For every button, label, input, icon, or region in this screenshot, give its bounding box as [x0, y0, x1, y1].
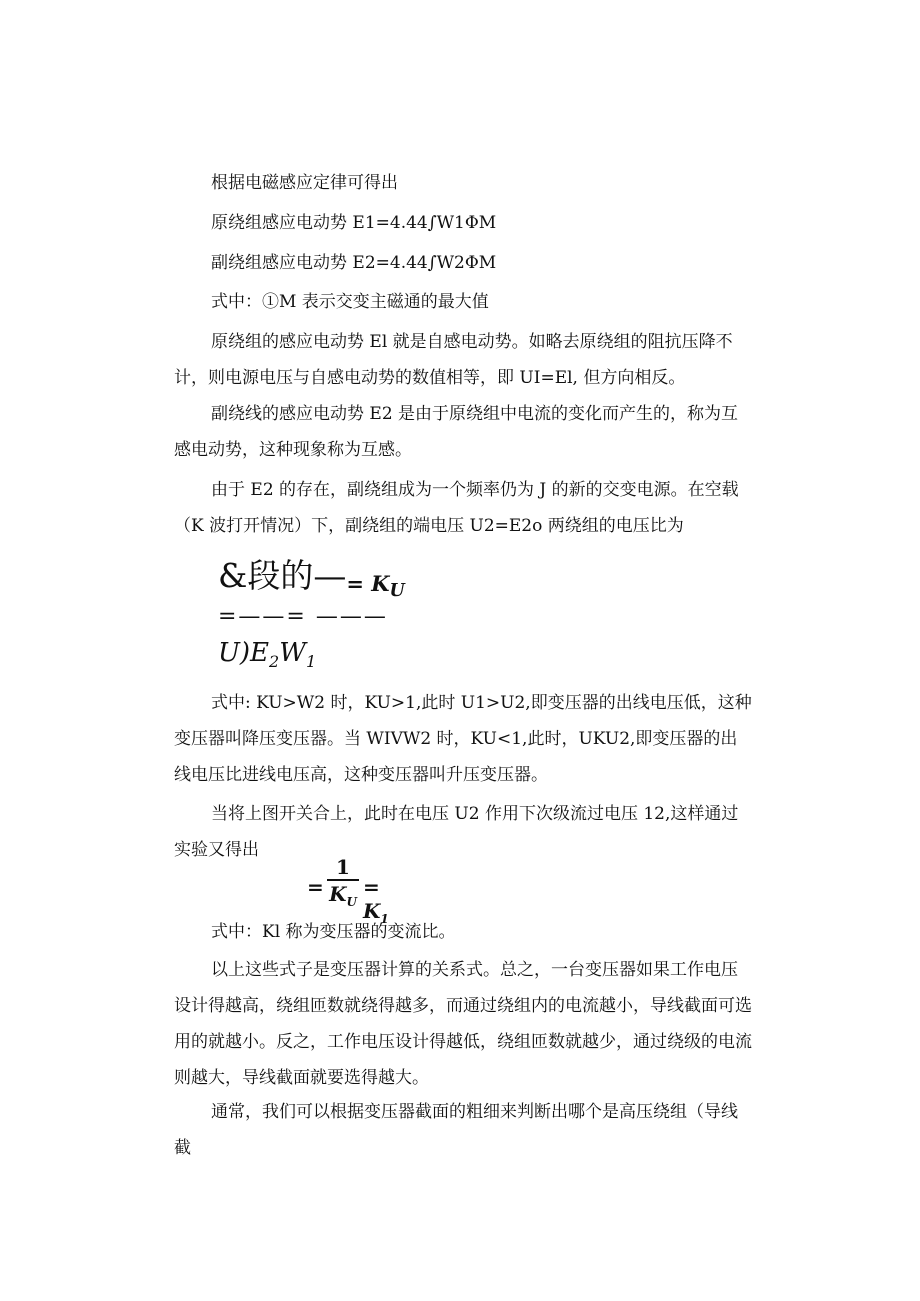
- formula-voltage-ratio-line2: =——= ———: [218, 604, 388, 629]
- formula-text: &段的—: [218, 556, 347, 595]
- fraction: [327, 855, 359, 915]
- paragraph-conclusion: 通常，我们可以根据变压器截面的粗细来判断出哪个是高压绕组（导线截: [174, 1102, 738, 1158]
- formula-voltage-ratio-line1: [218, 556, 405, 611]
- formula-ki: = $K_1$: [363, 875, 389, 926]
- fraction-denominator: $K_U$: [329, 882, 357, 909]
- text-line-e1: 原绕组感应电动势 E1=4.44∫W1ΦM: [211, 213, 497, 233]
- paragraph-step-down-up: 式中: KU>W2 时，KU>1,此时 U1>U2,即变压器的出线电压低，这种变压器叫降压变压器。当 WIVW2 时，KU<1,此时，UKU2,即变压器的出线电压比进线电压高，这种变压器叫升压变压器。: [174, 693, 752, 785]
- paragraph-current-experiment: 当将上图开关合上，此时在电压 U2 作用下次级流过电压 12,这样通过实验又得出: [174, 804, 739, 860]
- paragraph-summary: 以上这些式子是变压器计算的关系式。总之，一台变压器如果工作电压设计得越高，绕组匝数就绕得越多，而通过绕组内的电流越小，导线截面可选用的就越小。反之，工作电压设计得越低，绕组匝数就越少，通过绕级的电流则越大，导线截面就要选得越大。: [174, 960, 752, 1088]
- text-line-note: 式中：①M 表示交变主磁通的最大值: [211, 292, 489, 312]
- text-line-1: 根据电磁感应定律可得出: [211, 173, 398, 193]
- formula-ku: = $K_U$: [346, 571, 405, 602]
- paragraph-voltage-ratio-intro: 由于 E2 的存在，副绕组成为一个频率仍为 J 的新的交变电源。在空载（K 波打开情况）下，副绕组的端电压 U2=E2o 两绕组的电压比为: [174, 480, 739, 536]
- formula-equals: =: [307, 875, 324, 899]
- text-line-ki-note: 式中：Kl 称为变压器的变流比。: [211, 922, 456, 942]
- text-line-e2: 副绕组感应电动势 E2=4.44∫W2ΦM: [211, 253, 497, 273]
- formula-voltage-ratio-line3: $U)E_2W_1$: [218, 638, 317, 672]
- paragraph-self-induction: 原绕组的感应电动势 El 就是自感电动势。如略去原绕组的阻抗压降不计，则电源电压与自感电动势的数值相等，即 UI=El, 但方向相反。: [174, 332, 733, 388]
- paragraph-mutual-induction: 副绕线的感应电动势 E2 是由于原绕组中电流的变化而产生的，称为互感电动势，这种现象称为互感。: [174, 404, 739, 460]
- fraction-numerator: 1: [327, 855, 359, 881]
